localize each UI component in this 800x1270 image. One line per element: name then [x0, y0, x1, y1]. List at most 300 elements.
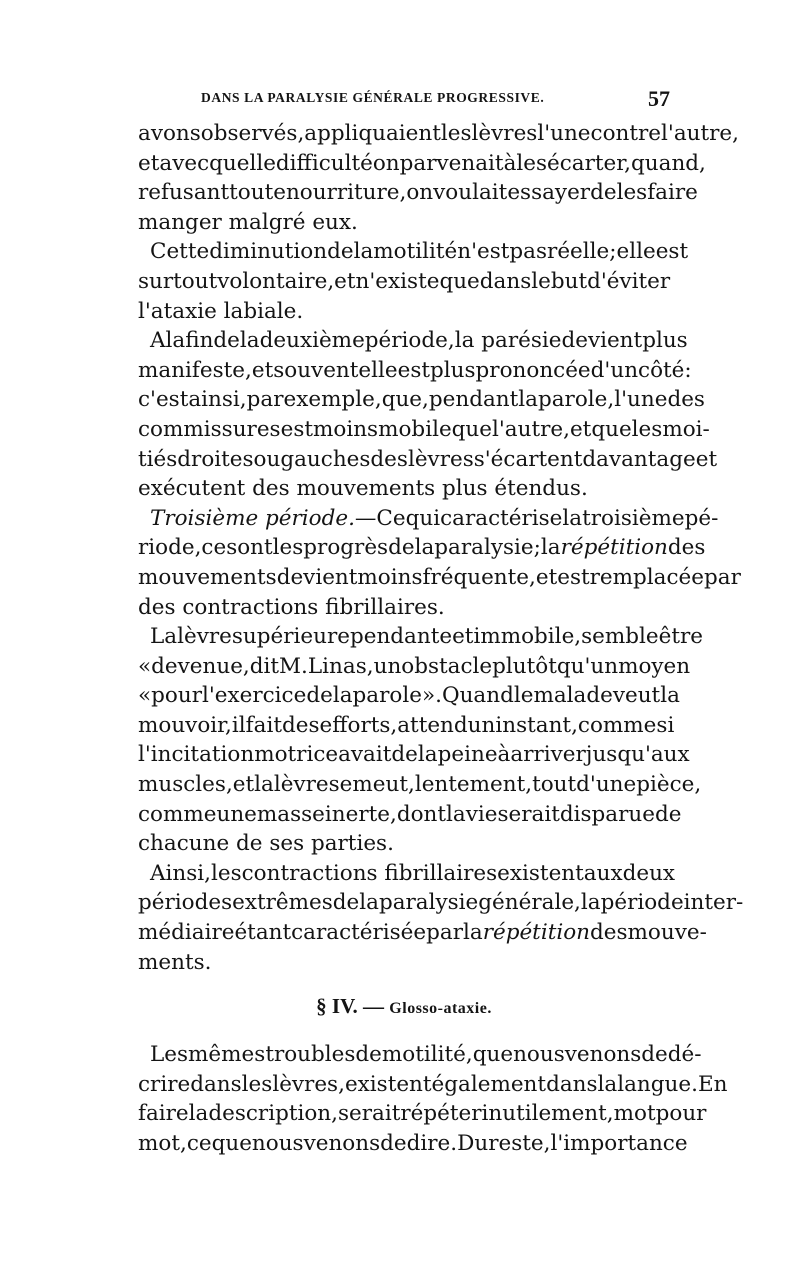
word: inter-	[683, 890, 744, 916]
word: surtout	[138, 268, 218, 294]
word: En	[697, 1071, 728, 1097]
word: nous	[251, 1131, 304, 1156]
word: pièce,	[636, 772, 702, 798]
word: d'un	[590, 357, 639, 383]
text-line	[138, 593, 670, 623]
word: chacune de ses parties.	[138, 831, 394, 857]
word: de	[213, 328, 240, 354]
word: mouvoir,	[138, 712, 232, 738]
text-line	[138, 504, 719, 534]
word: quand,	[631, 150, 706, 176]
word: ce	[186, 1131, 212, 1156]
word: la	[254, 772, 274, 798]
word: arriver	[510, 742, 586, 768]
word: contractions fibrillaires	[241, 860, 498, 886]
word: période,	[364, 328, 455, 354]
word: peine	[437, 742, 498, 768]
word: des	[667, 387, 705, 413]
word: des	[281, 712, 320, 738]
word: parole	[352, 683, 422, 709]
word: de	[388, 535, 415, 561]
word: moins	[313, 416, 379, 442]
word: que	[211, 1131, 252, 1156]
word: des	[667, 535, 706, 561]
word: plutôt	[492, 653, 557, 679]
word: nourriture,	[285, 180, 407, 206]
word: caractérisée	[291, 920, 427, 946]
word: Troisième période.	[150, 505, 355, 531]
word: faire	[647, 180, 698, 206]
word: sont	[226, 535, 273, 561]
word: contre	[590, 121, 662, 146]
word: s'écartent	[473, 446, 583, 472]
word: dit	[249, 653, 280, 679]
word: par	[246, 387, 284, 413]
word: d'une	[576, 772, 637, 798]
word: paralysie	[378, 890, 479, 916]
word: faire	[138, 1101, 189, 1127]
word: l'exercice	[202, 683, 307, 709]
word: ;	[609, 239, 617, 265]
word: mouve-	[627, 920, 707, 946]
word: Quand	[441, 683, 514, 709]
word: les	[440, 121, 472, 146]
word: parole,	[537, 387, 615, 413]
word: motilité,	[381, 1042, 473, 1068]
word: —	[354, 505, 377, 531]
word: :	[684, 357, 692, 383]
word: pé-	[684, 505, 719, 531]
word: côté	[638, 357, 685, 383]
word: dans	[546, 1071, 598, 1097]
word: on	[406, 180, 434, 206]
word: période	[600, 890, 684, 916]
word: ».	[421, 683, 442, 709]
word: la	[597, 1071, 618, 1097]
word: mouvements	[138, 564, 277, 590]
word: mobile	[378, 416, 452, 442]
section-numeral: IV.	[331, 994, 358, 1019]
text-line	[138, 326, 688, 356]
word: réelle	[547, 239, 610, 265]
word: commissures	[138, 416, 281, 442]
word: Les	[150, 1042, 189, 1068]
word: Ainsi,	[150, 860, 211, 886]
word: l'importance	[550, 1131, 688, 1156]
text-line	[138, 1040, 702, 1070]
word: reste,	[488, 1131, 551, 1156]
word: lèvres	[407, 446, 474, 472]
word: ments.	[138, 949, 212, 975]
body-text	[138, 119, 744, 1159]
text-line	[138, 119, 739, 149]
word: si	[656, 712, 675, 738]
word: paralysie	[434, 535, 534, 561]
word: ;	[533, 535, 541, 561]
word: veut	[612, 683, 661, 709]
word: inutilement,	[481, 1101, 614, 1127]
page-number: 57	[648, 86, 670, 111]
word: que	[591, 416, 632, 442]
word: devenue,	[151, 653, 250, 679]
word: riode,	[138, 535, 202, 561]
word: toute	[229, 180, 286, 206]
word: «	[138, 653, 152, 679]
word: étant	[234, 920, 292, 946]
word: dire.	[406, 1131, 458, 1156]
text-line	[138, 297, 670, 327]
word: mot	[613, 1101, 656, 1127]
word: la	[188, 1101, 209, 1127]
word: ce	[201, 535, 227, 561]
word: de	[327, 239, 354, 265]
text-line	[138, 149, 706, 179]
word: motrice	[254, 742, 339, 768]
word: la	[353, 239, 374, 265]
word: et	[569, 416, 592, 442]
word: la	[540, 535, 561, 561]
word: que	[451, 416, 493, 442]
section-heading	[138, 983, 670, 1030]
word: comme	[577, 712, 657, 738]
word: lèvres	[471, 121, 538, 146]
word: dans	[479, 268, 532, 294]
word: est	[557, 564, 590, 590]
word: quelle	[209, 150, 276, 176]
word: à	[497, 742, 511, 768]
word: est	[280, 416, 313, 442]
word: moi-	[662, 416, 710, 442]
word: inerte,	[324, 801, 397, 827]
text-line	[138, 800, 682, 830]
word: écarter,	[547, 150, 632, 176]
word: difficulté	[275, 150, 373, 176]
word: pour	[151, 683, 202, 709]
text-line	[138, 208, 670, 238]
word: être	[658, 624, 704, 650]
text-line	[138, 563, 741, 593]
word: Ce	[376, 505, 406, 531]
word: masse	[256, 801, 325, 827]
word: observés,	[200, 121, 305, 146]
word: la	[417, 742, 438, 768]
text-line	[138, 385, 705, 415]
word: la	[332, 683, 353, 709]
word: tiés	[138, 446, 178, 472]
word: fait	[245, 712, 282, 738]
word: exemple,	[283, 387, 382, 413]
word: «	[138, 683, 152, 709]
word: deuxième	[259, 328, 365, 354]
word: de	[641, 1042, 668, 1068]
word: elle	[358, 357, 398, 383]
word: la	[165, 328, 186, 354]
word: La	[150, 624, 178, 650]
word: extrêmes	[232, 890, 333, 916]
word: moyen	[618, 653, 691, 679]
word: la	[562, 505, 583, 531]
word: serait	[497, 801, 560, 827]
word: des contractions fibrillaires.	[138, 594, 445, 620]
word: obstacle	[401, 653, 493, 679]
word: comme	[138, 801, 217, 827]
section-title: Glosso-ataxie.	[389, 1000, 492, 1018]
word: de	[355, 1042, 382, 1068]
word: attend	[397, 712, 468, 738]
word: l'autre,	[492, 416, 570, 442]
word: et	[535, 564, 558, 590]
word: et	[251, 357, 274, 383]
word: avait	[338, 742, 392, 768]
word: elle	[616, 239, 656, 265]
word: disparue	[559, 801, 655, 827]
word: aux	[583, 860, 623, 886]
text-line	[138, 622, 704, 652]
word: répéter	[400, 1101, 482, 1127]
text-line	[138, 918, 707, 948]
word: avons	[138, 121, 201, 146]
word: une	[216, 801, 257, 827]
word: de	[391, 742, 418, 768]
text-line	[138, 740, 690, 770]
word: n'existe	[355, 268, 440, 294]
word: ou	[253, 446, 281, 472]
word: générale,	[478, 890, 581, 916]
word: qui	[405, 505, 441, 531]
word: le	[531, 268, 551, 294]
word: l'une	[614, 387, 668, 413]
word: des	[590, 920, 628, 946]
word: existent	[497, 860, 584, 886]
word: un	[467, 712, 496, 738]
word: troubles	[265, 1042, 356, 1068]
word: les	[616, 180, 648, 206]
word: répétition	[560, 535, 668, 561]
word: crire	[138, 1071, 191, 1097]
word: semble	[581, 624, 659, 650]
word: de	[332, 890, 360, 916]
word: l'une	[537, 121, 591, 146]
word: la	[580, 890, 601, 916]
word: but	[550, 268, 588, 294]
word: par	[426, 920, 463, 946]
text-line	[138, 267, 670, 297]
word: on	[372, 150, 400, 176]
word: droites	[177, 446, 254, 472]
word: existent	[344, 1071, 432, 1097]
word: avec	[159, 150, 210, 176]
word: lèvre	[177, 624, 232, 650]
word: de	[654, 801, 682, 827]
text-line	[138, 1070, 728, 1100]
page-header	[138, 88, 670, 118]
word: lèvre	[273, 772, 329, 798]
running-title: DANS LA PARALYSIE GÉNÉRALE PROGRESSIVE.	[201, 90, 545, 105]
word: également	[431, 1071, 547, 1097]
word: lèvres,	[272, 1071, 345, 1097]
word: à	[503, 150, 517, 176]
word: la	[518, 387, 538, 413]
word: volontaire,	[217, 268, 335, 294]
word: souvent	[273, 357, 359, 383]
word: appliquaient	[304, 121, 441, 146]
word: supérieure	[231, 624, 350, 650]
text-line	[138, 770, 702, 800]
word: la	[462, 920, 483, 946]
text-line	[138, 829, 670, 859]
word: troisième	[582, 505, 685, 531]
word: motilité	[373, 239, 458, 265]
word: venons	[303, 1131, 381, 1156]
word: pour	[655, 1101, 707, 1127]
word: la	[239, 328, 260, 354]
word: et	[138, 150, 160, 176]
word: description,	[208, 1101, 338, 1127]
word: A	[150, 328, 166, 354]
word: remplacée	[589, 564, 704, 590]
word: deux	[622, 860, 676, 886]
word: les	[516, 150, 548, 176]
word: gauches	[280, 446, 371, 472]
word: fréquente,	[422, 564, 536, 590]
word: manifeste,	[138, 357, 252, 383]
word: jusqu'aux	[585, 742, 690, 768]
word: muscles,	[138, 772, 233, 798]
word: nous	[513, 1042, 565, 1068]
word: de	[380, 1131, 407, 1156]
word: lentement,	[414, 772, 533, 798]
word: c'est	[138, 387, 189, 413]
word: malade	[533, 683, 613, 709]
text-line	[138, 178, 698, 208]
word: plus	[430, 357, 476, 383]
word: moins	[357, 564, 423, 590]
word: progrès	[303, 535, 389, 561]
text-line	[138, 474, 670, 504]
word: et	[452, 624, 474, 650]
word: de	[306, 683, 333, 709]
text-line	[138, 356, 692, 386]
word: ainsi,	[188, 387, 247, 413]
word: pendante	[349, 624, 453, 650]
word: parvenait	[399, 150, 504, 176]
word: il	[231, 712, 246, 738]
word: les	[241, 1071, 273, 1097]
text-line	[138, 1129, 688, 1159]
word: les	[631, 416, 663, 442]
word: répétition	[482, 920, 590, 946]
word: serait	[337, 1101, 401, 1127]
word: dé-	[667, 1042, 702, 1068]
word: la	[359, 890, 379, 916]
word: meut,	[352, 772, 415, 798]
word: plus	[642, 328, 688, 354]
word: d'éviter	[587, 268, 671, 294]
word: qu'un	[556, 653, 619, 679]
word: le	[513, 683, 534, 709]
word: manger malgré eux.	[138, 209, 358, 235]
word: dont	[396, 801, 447, 827]
word: un	[373, 653, 402, 679]
word: tout	[532, 772, 577, 798]
word: et	[232, 772, 255, 798]
word: langue.	[617, 1071, 698, 1097]
word: et	[695, 446, 718, 472]
text-line	[138, 948, 670, 978]
text-line	[138, 859, 676, 889]
word: des	[370, 446, 408, 472]
word: médiaire	[138, 920, 235, 946]
word: la	[660, 683, 680, 709]
word: la	[446, 801, 466, 827]
word: essayer	[507, 180, 591, 206]
word: vie	[465, 801, 498, 827]
word: mêmes	[188, 1042, 266, 1068]
word: est	[397, 357, 431, 383]
word: se	[328, 772, 353, 798]
text-line	[138, 681, 680, 711]
word: que	[472, 1042, 514, 1068]
text-line	[138, 1099, 707, 1129]
text-line	[138, 652, 691, 682]
text-line	[138, 533, 706, 563]
word: dans	[190, 1071, 242, 1097]
word: que,	[381, 387, 429, 413]
word: l'incitation	[138, 742, 255, 768]
word: diminution	[209, 239, 328, 265]
word: la	[414, 535, 435, 561]
word: voulait	[433, 180, 508, 206]
text-line	[138, 888, 744, 918]
word: M.	[279, 653, 308, 679]
word: immobile,	[473, 624, 582, 650]
word: les	[272, 535, 304, 561]
word: pendant	[428, 387, 519, 413]
word: de	[590, 180, 617, 206]
word: les	[211, 860, 242, 886]
word: périodes	[138, 890, 233, 916]
word: devient	[276, 564, 358, 590]
text-line	[138, 415, 710, 445]
word: n'est	[457, 239, 510, 265]
word: pas	[509, 239, 548, 265]
word: Linas,	[307, 653, 374, 679]
word: instant,	[495, 712, 578, 738]
text-line	[138, 445, 718, 475]
word: que	[439, 268, 480, 294]
word: prononcée	[475, 357, 591, 383]
word: l'autre,	[661, 121, 739, 146]
word: fin	[185, 328, 214, 354]
word: est	[655, 239, 689, 265]
word: davantage	[582, 446, 696, 472]
word: et	[334, 268, 356, 294]
section-mark: §	[316, 994, 327, 1019]
word: devient	[561, 328, 643, 354]
word: Cette	[150, 239, 210, 265]
word: l'ataxie labiale.	[138, 298, 304, 324]
text-line	[138, 711, 675, 741]
word: exécutent des mouvements plus étendus.	[138, 476, 588, 502]
word: la parésie	[454, 328, 562, 354]
section-dash: —	[363, 994, 385, 1019]
word: venons	[564, 1042, 642, 1068]
word: mot,	[138, 1131, 187, 1156]
word: Du	[457, 1131, 489, 1156]
word: refusant	[138, 180, 230, 206]
word: efforts,	[319, 712, 398, 738]
word: caractérise	[440, 505, 563, 531]
